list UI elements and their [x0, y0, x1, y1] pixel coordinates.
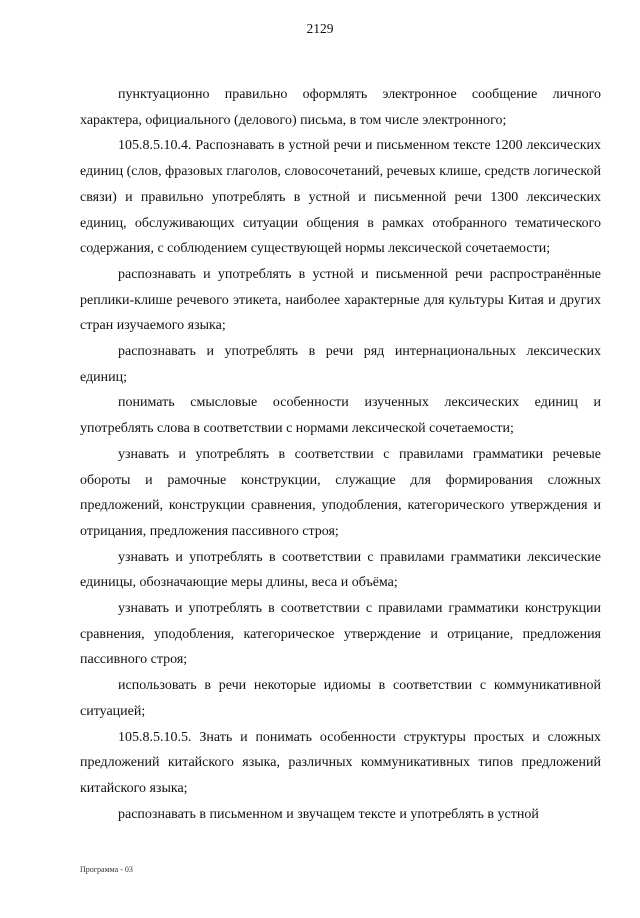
paragraph-semantic-features: понимать смысловые особенности изученных лексических единиц и употреблять слова в соответствии с нормами лексической сочетаемости;	[80, 395, 601, 437]
paragraph-speech-etiquette: распознавать и употреблять в устной и письменной речи распространённые реплики-клише речевого этикета, наиболее характерные для культуры Китая и других стран изучаемого языка;	[80, 266, 601, 334]
paragraph-105-8-5-10-5: 105.8.5.10.5. Знать и понимать особенности структуры простых и сложных предложений китайского языка, различных коммуникативных типов предложений китайского языка;	[80, 729, 601, 796]
paragraph-comparison-constructions: узнавать и употреблять в соответствии с правилами грамматики конструкции сравнения, уподобления, категорическое утверждение и отрицание, предложения пассивного строя;	[80, 601, 601, 668]
page-number: 2129	[306, 21, 334, 36]
paragraph-105-8-5-10-4: 105.8.5.10.4. Распознавать в устной речи и письменном тексте 1200 лексических единиц (слов, фразовых глаголов, словосочетаний, речевых клише, средств логической связи) и правильно употреблять в устной и письменной речи 1300 лексических единиц, обслуживающих ситуации общения в рамках отобранного тематического содержания, с соблюдением существующей нормы лексической сочетаемости;	[80, 138, 601, 257]
paragraph-frame-constructions: узнавать и употреблять в соответствии с правилами грамматики речевые обороты и рамочные конструкции, служащие для формирования сложных предложений, конструкции сравнения, уподобления, категорического утверждения и отрицания, предложения пассивного строя;	[80, 446, 601, 539]
page-body	[80, 82, 601, 827]
paragraph-international-lexis: распознавать и употреблять в речи ряд интернациональных лексических единиц;	[80, 344, 601, 385]
paragraph-recognize-written: распознавать в письменном и звучащем тексте и употреблять в устной	[118, 806, 539, 822]
paragraph-idioms: использовать в речи некоторые идиомы в соответствии с коммуникативной ситуацией;	[80, 678, 601, 719]
paragraph-measure-units: узнавать и употреблять в соответствии с правилами грамматики лексические единицы, обозначающие меры длины, веса и объёма;	[80, 549, 601, 591]
footer-label: Программа - 03	[80, 865, 133, 874]
paragraph-punctuation: пунктуационно правильно оформлять электронное сообщение личного характера, официального (делового) письма, в том числе электронного;	[80, 87, 601, 128]
